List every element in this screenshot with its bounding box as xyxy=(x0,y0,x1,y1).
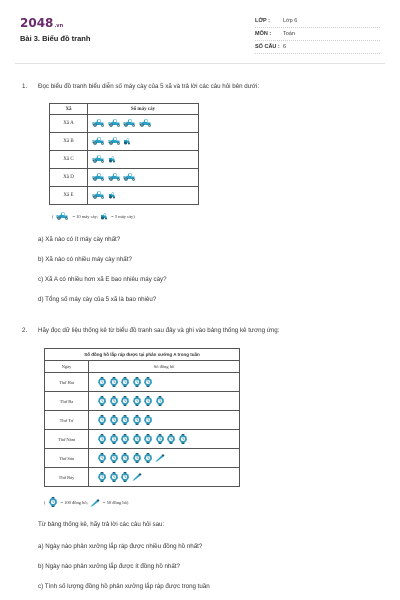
table-row xyxy=(50,187,199,205)
table-row xyxy=(45,392,240,411)
watch-pictograph-table xyxy=(44,348,240,487)
question-2a: a) Ngày nào phân xưởng lắp ráp được nhiều đồng hồ nhất? xyxy=(38,543,203,550)
table-row xyxy=(50,133,199,151)
meta-value: Toán xyxy=(283,31,295,37)
row-icons xyxy=(89,373,240,392)
logo-suffix: .vn xyxy=(54,23,64,29)
watch-icon xyxy=(132,415,142,426)
meta-block xyxy=(255,15,380,54)
watch-icon xyxy=(109,434,119,445)
watch-icon xyxy=(143,415,153,426)
tractor-icon xyxy=(108,172,122,183)
tractor-icon xyxy=(92,154,106,165)
meta-label: MÔN : xyxy=(255,31,272,37)
table-row xyxy=(45,373,240,392)
row-label: Xã E xyxy=(50,187,88,205)
watch-icon xyxy=(132,434,142,445)
logo-text: 2048 xyxy=(20,16,54,30)
row-label: Thứ Tư xyxy=(45,411,89,430)
watch-legend xyxy=(44,497,128,508)
tractor-icon xyxy=(123,172,137,183)
tractor-icon xyxy=(108,118,122,129)
tractor-half-icon xyxy=(123,137,131,147)
col-header-watches: Số đồng hồ xyxy=(89,361,240,373)
tractor-icon xyxy=(92,136,106,147)
legend-full-value: = 10 máy cày; xyxy=(72,213,99,219)
question-1-text: Đọc biểu đồ tranh biểu diễn số máy cày của 5 xã và trả lời các câu hỏi bên dưới: xyxy=(38,83,260,90)
table-row xyxy=(50,151,199,169)
tractor-half-icon xyxy=(100,212,108,221)
tractor-legend xyxy=(52,211,135,221)
tractor-icon xyxy=(139,118,153,129)
question-2-number: 2. xyxy=(22,327,28,334)
question-2b: b) Ngày nào phân xưởng lắp được ít đồng hồ nhất? xyxy=(38,563,180,570)
tractor-icon xyxy=(92,172,106,183)
watch-icon xyxy=(109,472,119,483)
table-row xyxy=(50,169,199,187)
tractor-icon xyxy=(123,118,137,129)
meta-row-class xyxy=(255,15,380,28)
tractor-half-icon xyxy=(108,191,116,201)
watch-icon xyxy=(120,415,130,426)
legend-open: ( xyxy=(44,500,46,505)
tractor-icon xyxy=(56,211,70,221)
watch-icon xyxy=(155,396,165,407)
meta-row-subject xyxy=(255,28,380,41)
watch-icon xyxy=(97,434,107,445)
tractor-half-icon xyxy=(108,155,116,165)
watch-icon xyxy=(120,472,130,483)
question-1b: b) Xã nào có nhiều máy cày nhất? xyxy=(38,256,132,263)
row-label: Thứ Ba xyxy=(45,392,89,411)
watch-icon xyxy=(143,453,153,464)
table-row xyxy=(45,430,240,449)
row-icons xyxy=(88,115,199,133)
question-1a: a) Xã nào có ít máy cày nhất? xyxy=(38,236,121,243)
row-icons xyxy=(88,169,199,187)
row-icons xyxy=(88,151,199,169)
question-1c: c) Xã A có nhiều hơn xã E bao nhiêu máy cày? xyxy=(38,276,167,283)
watch-half-icon xyxy=(132,472,142,482)
watch-icon xyxy=(143,434,153,445)
col-header-commune: Xã xyxy=(50,104,88,115)
col-header-day: Ngày xyxy=(45,361,89,373)
watch-icon xyxy=(97,472,107,483)
question-2c: c) Tính số lượng đồng hồ phân xưởng lắp ráp được trong tuần xyxy=(38,583,210,590)
watch-icon xyxy=(97,453,107,464)
watch-icon xyxy=(132,453,142,464)
lesson-title: Bài 3. Biểu đồ tranh xyxy=(20,34,91,43)
table-row xyxy=(45,411,240,430)
question-2-intro: Từ bảng thống kê, hãy trả lời các câu hỏi sau: xyxy=(38,521,165,528)
watch-icon xyxy=(97,377,107,388)
meta-label: LỚP : xyxy=(255,18,270,24)
row-label: Thứ Năm xyxy=(45,430,89,449)
header-divider xyxy=(15,63,385,64)
question-1d: d) Tổng số máy cày của 5 xã là bao nhiêu? xyxy=(38,296,157,303)
tractor-icon xyxy=(92,118,106,129)
meta-row-count xyxy=(255,41,380,54)
watch-icon xyxy=(155,434,165,445)
watch-icon xyxy=(109,377,119,388)
row-icons xyxy=(89,449,240,468)
table-row xyxy=(45,468,240,487)
watch-icon xyxy=(120,453,130,464)
watch-icon xyxy=(132,377,142,388)
watch-icon xyxy=(120,434,130,445)
watch-icon xyxy=(109,396,119,407)
watch-half-icon xyxy=(155,453,165,463)
col-header-tractors: Số máy cày xyxy=(88,104,199,115)
row-label: Thứ Bảy xyxy=(45,468,89,487)
row-label: Xã D xyxy=(50,169,88,187)
row-icons xyxy=(88,133,199,151)
row-label: Xã A xyxy=(50,115,88,133)
watch-icon xyxy=(109,415,119,426)
table-row xyxy=(45,449,240,468)
legend-half-value: = 50 đồng hồ) xyxy=(102,500,129,505)
row-label: Xã C xyxy=(50,151,88,169)
row-icons xyxy=(89,411,240,430)
watch-pictograph xyxy=(44,348,240,487)
meta-value: 6 xyxy=(283,44,287,50)
row-icons xyxy=(88,187,199,205)
legend-half-value: = 5 máy cày) xyxy=(111,213,135,219)
watch-icon xyxy=(48,497,58,508)
legend-open: ( xyxy=(52,213,54,219)
legend-full-value: = 100 đồng hồ; xyxy=(60,500,88,505)
table-row xyxy=(50,115,199,133)
watch-icon xyxy=(120,396,130,407)
watch-icon xyxy=(132,396,142,407)
watch-icon xyxy=(109,453,119,464)
row-label: Xã B xyxy=(50,133,88,151)
row-label: Thứ Sáu xyxy=(45,449,89,468)
pictograph-title: Số đồng hồ lắp ráp được tại phân xưởng A trong tuần xyxy=(45,349,240,361)
watch-icon xyxy=(97,396,107,407)
tractor-pictograph-table xyxy=(49,103,199,205)
site-logo[interactable] xyxy=(20,16,63,30)
watch-icon xyxy=(97,415,107,426)
row-icons xyxy=(89,392,240,411)
watch-icon xyxy=(143,396,153,407)
row-icons xyxy=(89,468,240,487)
watch-icon xyxy=(178,434,188,445)
watch-icon xyxy=(143,377,153,388)
question-2-text: Hãy đọc dữ liệu thống kê từ biểu đồ tranh sau đây và ghi vào bảng thống kê tương ứng: xyxy=(38,327,280,334)
watch-icon xyxy=(120,377,130,388)
row-icons xyxy=(89,430,240,449)
tractor-icon xyxy=(108,136,122,147)
meta-label: SỐ CÂU : xyxy=(255,44,280,50)
watch-half-icon xyxy=(90,498,100,508)
row-label: Thứ Hai xyxy=(45,373,89,392)
watch-icon xyxy=(166,434,176,445)
tractor-icon xyxy=(92,190,106,201)
meta-value: Lớp 6 xyxy=(283,18,298,24)
question-1-number: 1. xyxy=(22,83,28,90)
